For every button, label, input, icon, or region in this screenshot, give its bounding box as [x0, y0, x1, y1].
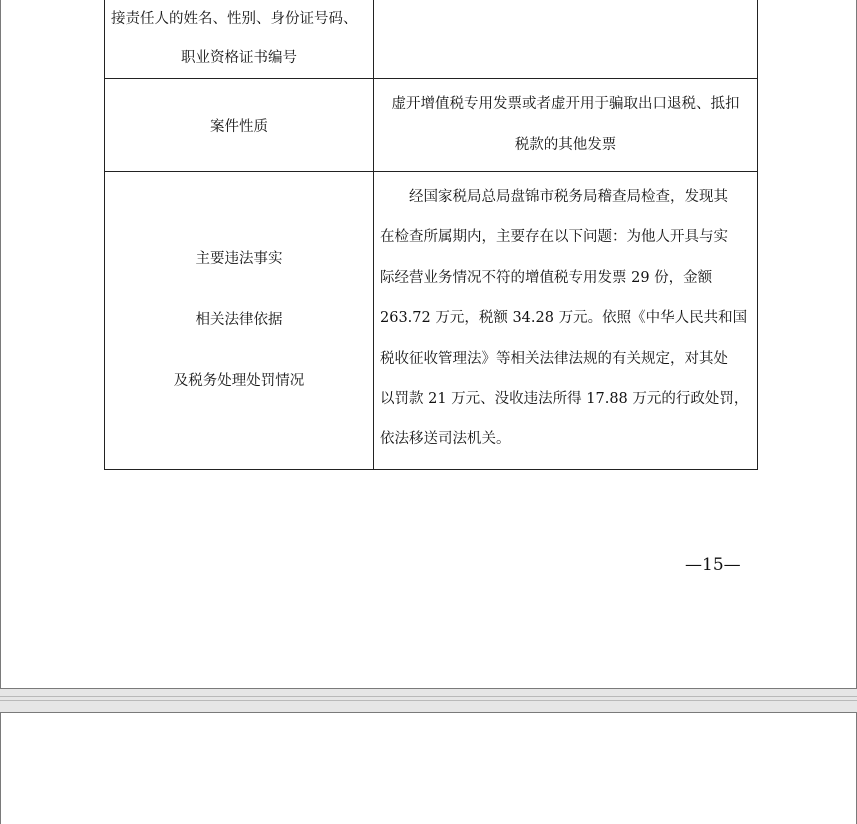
case-info-table: [104, 0, 758, 470]
document-page-next: [0, 712, 857, 824]
value-line: 以罚款 21 万元、没收违法所得 17.88 万元的行政处罚，: [380, 391, 749, 408]
label-line: 接责任人的姓名、性别、身份证号码、: [111, 11, 358, 27]
value-line: 税款的其他发票: [514, 137, 617, 153]
responsible-person-label: [105, 0, 374, 79]
label-line: 职业资格证书编号: [181, 50, 297, 66]
table-row-case-nature: [105, 79, 758, 172]
value-line: 依法移送司法机关。: [380, 431, 511, 448]
value-line: 际经营业务情况不符的增值税专用发票 29 份，金额: [380, 269, 713, 286]
page-number: —15—: [685, 555, 741, 575]
violation-facts-value: [374, 172, 758, 470]
value-line: 税收征收管理法》等相关法律法规的有关规定，对其处: [380, 350, 728, 367]
table-row-violation-facts: [105, 172, 758, 470]
label-line: 及税务处理处罚情况: [173, 373, 305, 389]
violation-facts-label: [105, 172, 374, 470]
responsible-person-value: [374, 0, 758, 79]
page-separator: [0, 700, 857, 701]
value-line: 虚开增值税专用发票或者虚开用于骗取出口退税、抵扣: [391, 96, 740, 112]
case-nature-value: [374, 79, 758, 172]
table-row-responsible-person: [105, 0, 758, 79]
page-separator: [0, 696, 857, 697]
value-line: 263.72 万元，税额 34.28 万元。依照《中华人民共和国: [380, 310, 748, 327]
value-line: 在检查所属期内，主要存在以下问题：为他人开具与实: [380, 229, 728, 246]
label-line: 相关法律依据: [195, 312, 283, 328]
label-line: 主要违法事实: [195, 251, 283, 267]
value-line: 经国家税局总局盘锦市税务局稽查局检查，发现其: [409, 189, 728, 205]
case-nature-label: 案件性质: [105, 79, 374, 172]
